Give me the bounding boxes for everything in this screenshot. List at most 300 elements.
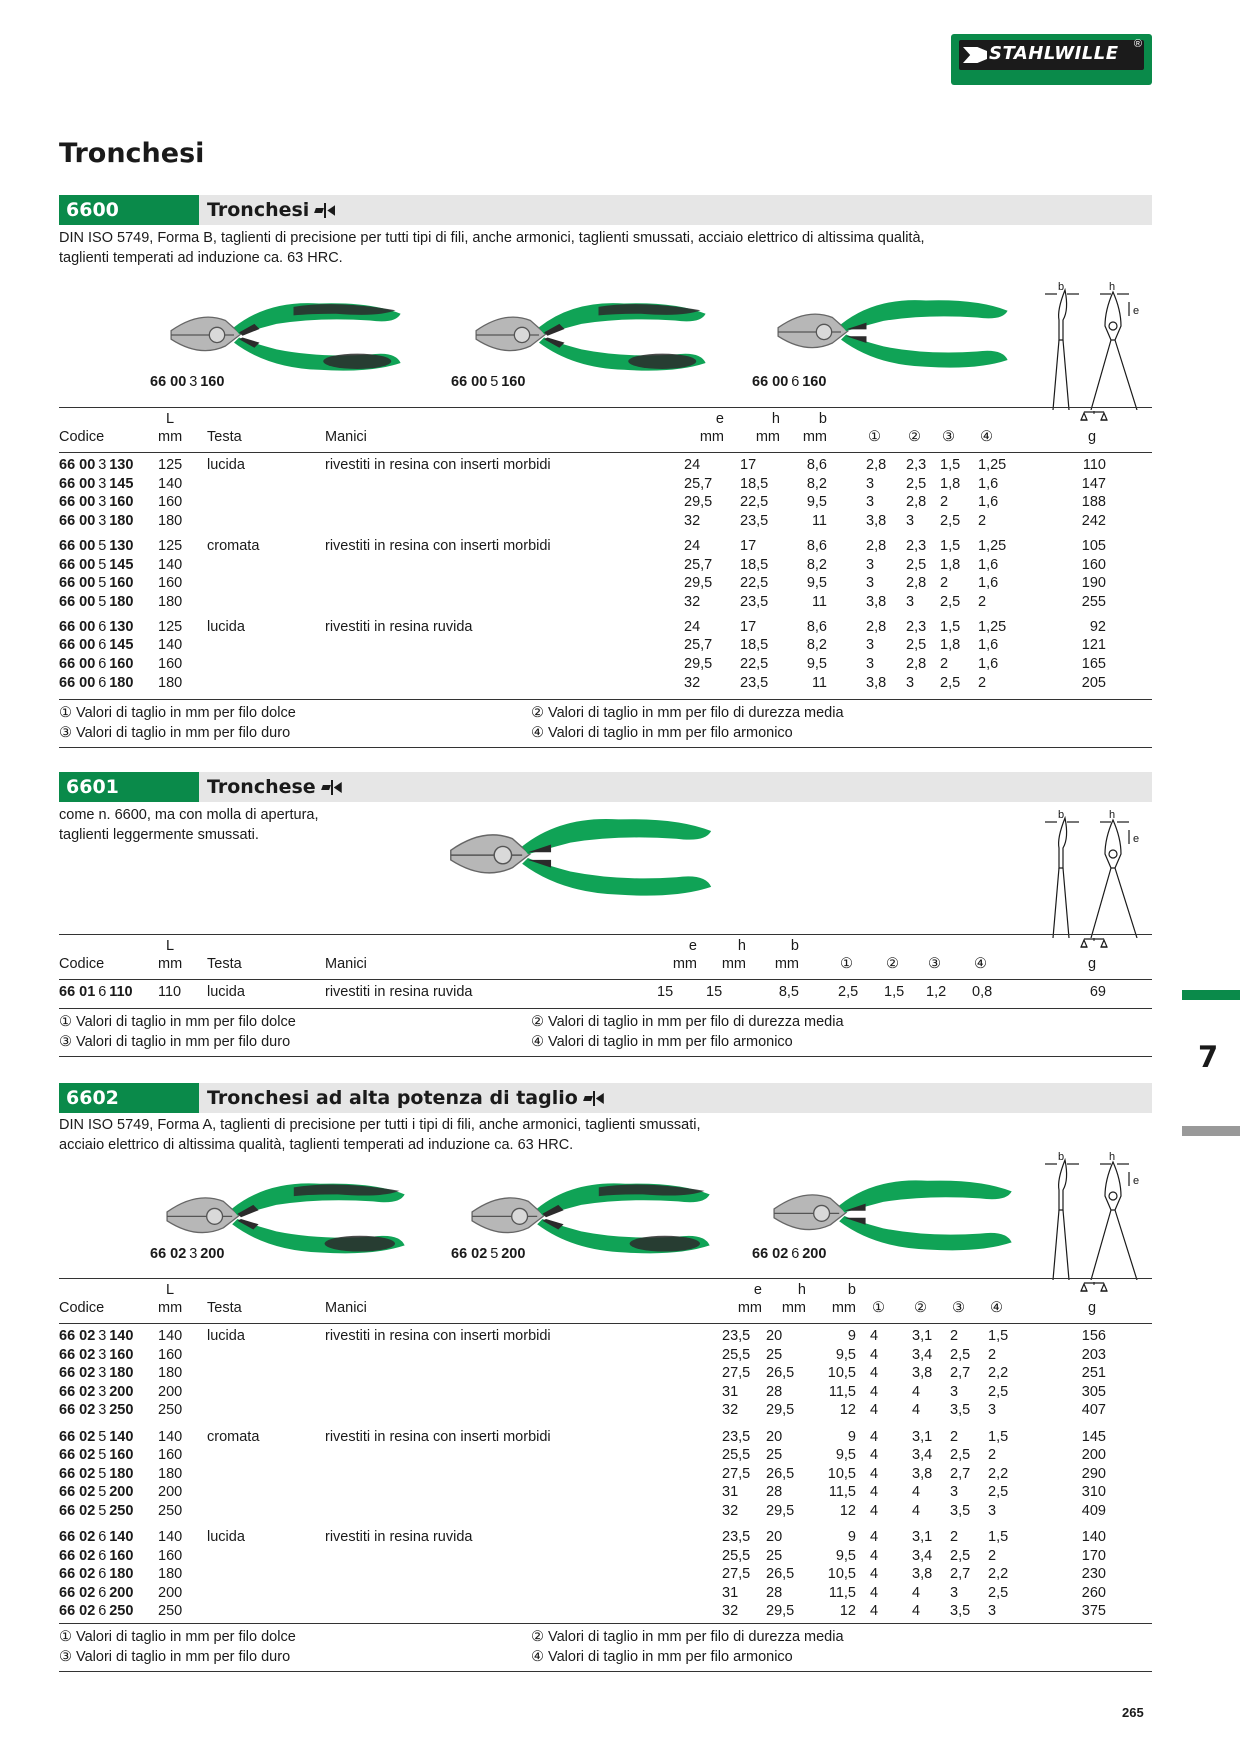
header-manici: Manici [325, 1300, 367, 1316]
dim-h: 28 [766, 1584, 783, 1601]
head-finish: lucida [207, 457, 245, 473]
dim-b: 8,5 [778, 984, 799, 1000]
cut-piano: 2,2 [988, 1566, 1009, 1583]
dimension-diagram [1045, 1150, 1155, 1280]
section-header-6601 [59, 772, 1152, 802]
length-mm: 160 [158, 1447, 183, 1464]
head-finish: cromata [207, 537, 260, 554]
dim-e: 32 [722, 1502, 739, 1519]
cutting-symbol-icon [584, 1091, 604, 1105]
cut-soft: 4 [870, 1346, 879, 1363]
length-mm: 250 [158, 1603, 183, 1620]
cut-medium: 4 [912, 1383, 921, 1400]
article-code: 66 00 5 145 [59, 556, 134, 573]
head-finish: lucida [207, 618, 245, 635]
dim-b: 10,5 [827, 1566, 856, 1583]
dim-e: 29,5 [684, 575, 713, 592]
length-mm: 160 [158, 494, 183, 511]
header-mm: mm [781, 1300, 806, 1316]
article-code: 66 00 6 145 [59, 637, 134, 654]
legend-piano: ④ Valori di taglio in mm per filo armonico [531, 725, 793, 741]
cut-medium: 3,4 [912, 1547, 933, 1564]
cut-piano: 2 [988, 1447, 997, 1464]
header-h: h [771, 411, 780, 427]
dim-e: 23,5 [722, 1428, 751, 1445]
pliers-image [445, 808, 715, 913]
dim-b: 8,2 [806, 475, 827, 492]
weight-g: 140 [1081, 1529, 1106, 1545]
length-mm: 140 [158, 1328, 183, 1344]
header-c3: ③ [928, 956, 941, 972]
cut-soft: 4 [870, 1383, 879, 1400]
length-mm: 160 [158, 656, 183, 672]
cut-piano: 1,6 [978, 656, 999, 672]
header-mm: mm [774, 956, 799, 972]
header-manici: Manici [325, 956, 367, 972]
section-name: Tronchese [207, 772, 342, 802]
cut-piano: 2 [978, 674, 987, 691]
length-mm: 180 [158, 1566, 183, 1583]
cut-medium: 3,4 [912, 1346, 933, 1363]
weight-g: 375 [1081, 1603, 1106, 1620]
cut-piano: 2,5 [988, 1484, 1009, 1501]
cut-medium: 3 [906, 593, 915, 610]
cut-piano: 2 [978, 593, 987, 610]
cut-medium: 4 [912, 1402, 921, 1419]
head-finish: lucida [207, 1328, 245, 1344]
handle-type: rivestiti in resina ruvida [325, 618, 473, 635]
section-name: Tronchesi [207, 195, 335, 225]
cut-hard: 1,8 [940, 637, 961, 654]
cutting-symbol-icon [315, 203, 335, 217]
header-mm: mm [699, 429, 724, 445]
cut-hard: 2,5 [940, 674, 961, 691]
header-c2: ② [908, 429, 921, 445]
cut-medium: 2,8 [906, 656, 927, 672]
handle-type: rivestiti in resina con inserti morbidi [325, 1428, 551, 1445]
article-code: 66 02 3 140 [59, 1328, 134, 1344]
weight-g: 409 [1081, 1502, 1106, 1519]
header-manici: Manici [325, 429, 367, 445]
legend-hard: ③ Valori di taglio in mm per filo duro [59, 1034, 291, 1050]
length-mm: 140 [158, 556, 183, 573]
cut-hard: 2,7 [950, 1365, 971, 1382]
article-code: 66 00 3 180 [59, 512, 134, 529]
dim-h: 23,5 [740, 512, 769, 529]
registered-icon: ® [1133, 38, 1142, 50]
svg-text:e: e [1133, 833, 1140, 845]
svg-text:b: b [1058, 281, 1065, 293]
dim-h: 15 [706, 984, 723, 1000]
cut-piano: 1,6 [978, 637, 999, 654]
handle-type: rivestiti in resina ruvida [325, 984, 473, 1000]
section-number: 6600 [59, 195, 199, 225]
article-code: 66 02 6 200 [59, 1584, 134, 1601]
dim-b: 9,5 [806, 656, 827, 672]
dim-h: 26,5 [766, 1465, 795, 1482]
svg-text:h: h [1109, 281, 1116, 293]
cut-soft: 4 [870, 1428, 879, 1445]
cut-hard: 3,5 [950, 1502, 971, 1519]
length-mm: 180 [158, 1465, 183, 1482]
cut-hard: 2,5 [940, 593, 961, 610]
cut-soft: 3 [866, 656, 875, 672]
cut-medium: 3,1 [912, 1328, 933, 1344]
header-codice: Codice [59, 1300, 105, 1316]
table-top-rule [59, 1278, 1152, 1279]
header-c3: ③ [942, 429, 955, 445]
dim-h: 28 [766, 1383, 783, 1400]
cut-soft: 2,8 [866, 618, 887, 635]
cut-hard: 2,5 [950, 1346, 971, 1363]
weight-g: 290 [1081, 1465, 1106, 1482]
cut-soft: 4 [870, 1584, 879, 1601]
dim-e: 15 [657, 984, 674, 1000]
legend-soft: ① Valori di taglio in mm per filo dolce [59, 705, 296, 721]
legend-piano: ④ Valori di taglio in mm per filo armonico [531, 1649, 793, 1665]
header-b: b [790, 938, 799, 954]
length-mm: 125 [158, 537, 183, 554]
article-code: 66 02 3 180 [59, 1365, 134, 1382]
article-code: 66 02 5 250 [59, 1502, 134, 1519]
cut-medium: 3,1 [912, 1428, 933, 1445]
cut-soft: 3,8 [866, 512, 887, 529]
cut-piano: 1,5 [988, 1328, 1009, 1344]
cut-piano: 1,5 [988, 1428, 1009, 1445]
cut-hard: 3,5 [950, 1402, 971, 1419]
article-code: 66 02 5 140 [59, 1428, 134, 1445]
cut-hard: 2 [950, 1328, 959, 1344]
cut-hard: 2,5 [950, 1547, 971, 1564]
dim-b: 10,5 [827, 1365, 856, 1382]
cut-soft: 4 [870, 1529, 879, 1545]
footnote-top-rule [59, 699, 1152, 700]
dim-h: 22,5 [740, 656, 769, 672]
header-testa: Testa [207, 956, 242, 972]
table-top-rule [59, 934, 1152, 935]
dim-e: 24 [684, 537, 701, 554]
cut-medium: 3,8 [912, 1465, 933, 1482]
dim-h: 26,5 [766, 1566, 795, 1583]
section-header-6602 [59, 1083, 1152, 1113]
scale-icon [1080, 410, 1108, 428]
article-code: 66 02 6 180 [59, 1566, 134, 1583]
article-code: 66 02 6 160 [59, 1547, 134, 1564]
scale-icon [1080, 937, 1108, 955]
pliers-image [450, 295, 730, 385]
weight-g: 147 [1081, 475, 1106, 492]
dim-b: 8,2 [806, 637, 827, 654]
cut-hard: 1,8 [940, 475, 961, 492]
cut-piano: 1,6 [978, 556, 999, 573]
article-code: 66 00 5 180 [59, 593, 134, 610]
dim-b: 12 [839, 1402, 856, 1419]
dim-h: 23,5 [740, 674, 769, 691]
header-e: e [715, 411, 724, 427]
cut-hard: 2 [940, 494, 949, 511]
article-code: 66 02 3 200 [59, 1383, 134, 1400]
weight-g: 69 [1089, 984, 1106, 1000]
dim-h: 23,5 [740, 593, 769, 610]
weight-g: 170 [1081, 1547, 1106, 1564]
length-mm: 160 [158, 575, 183, 592]
dim-h: 28 [766, 1484, 783, 1501]
footnote-bottom-rule [59, 1671, 1152, 1672]
svg-text:h: h [1109, 1151, 1116, 1163]
article-code: 66 00 3 145 [59, 475, 134, 492]
dim-b: 11,5 [828, 1484, 856, 1501]
weight-g: 242 [1081, 512, 1106, 529]
head-finish: lucida [207, 984, 245, 1000]
legend-soft: ① Valori di taglio in mm per filo dolce [59, 1014, 296, 1030]
svg-text:h: h [1109, 809, 1116, 821]
cut-soft: 4 [870, 1365, 879, 1382]
dim-e: 24 [684, 618, 701, 635]
header-g: g [1088, 429, 1097, 445]
dim-b: 11,5 [828, 1383, 856, 1400]
cut-soft: 4 [870, 1566, 879, 1583]
cut-hard: 1,5 [940, 457, 961, 473]
brand-name: STAHLWILLE [989, 43, 1119, 64]
length-mm: 250 [158, 1502, 183, 1519]
cut-piano: 2 [988, 1346, 997, 1363]
dim-e: 25,7 [684, 637, 713, 654]
dim-h: 17 [740, 537, 757, 554]
cut-soft: 4 [870, 1465, 879, 1482]
dimension-diagram [1045, 808, 1155, 938]
cut-medium: 2,3 [906, 537, 927, 554]
dim-b: 8,6 [806, 457, 827, 473]
article-code: 66 00 5 160 [59, 575, 134, 592]
header-c2: ② [886, 956, 899, 972]
cut-medium: 2,5 [906, 556, 927, 573]
dim-h: 25 [766, 1346, 783, 1363]
header-mm: mm [158, 1300, 183, 1316]
cut-soft: 4 [870, 1484, 879, 1501]
header-g: g [1088, 956, 1097, 972]
dim-b: 12 [839, 1502, 856, 1519]
dim-e: 32 [722, 1402, 739, 1419]
dim-b: 11 [811, 512, 827, 529]
dim-b: 8,6 [806, 537, 827, 554]
dim-b: 9,5 [806, 494, 827, 511]
weight-g: 145 [1081, 1428, 1106, 1445]
length-mm: 200 [158, 1584, 183, 1601]
dim-e: 32 [722, 1603, 739, 1620]
dim-h: 17 [740, 457, 757, 473]
header-h: h [737, 938, 746, 954]
length-mm: 250 [158, 1402, 183, 1419]
section-name: Tronchesi ad alta potenza di taglio [207, 1083, 604, 1113]
header-c4: ④ [990, 1300, 1003, 1316]
page-number: 265 [1122, 1705, 1144, 1720]
header-rule [59, 979, 1152, 980]
weight-g: 407 [1081, 1402, 1106, 1419]
chapter-tab-marker [1182, 990, 1240, 1000]
cut-medium: 3,8 [912, 1566, 933, 1583]
product-label: 66 00 6 160 [752, 374, 827, 390]
article-code: 66 02 3 160 [59, 1346, 134, 1363]
header-c1: ① [872, 1300, 885, 1316]
dim-h: 25 [766, 1447, 783, 1464]
section-header-6600 [59, 195, 1152, 225]
header-c3: ③ [952, 1300, 965, 1316]
svg-text:e: e [1133, 1175, 1140, 1187]
article-code: 66 02 5 200 [59, 1484, 134, 1501]
dim-e: 27,5 [722, 1465, 751, 1482]
cut-medium: 3,8 [912, 1365, 933, 1382]
length-mm: 140 [158, 1529, 183, 1545]
handle-type: rivestiti in resina con inserti morbidi [325, 537, 551, 554]
header-L: L [166, 411, 175, 427]
cut-piano: 2,5 [988, 1383, 1009, 1400]
header-mm: mm [672, 956, 697, 972]
dim-e: 31 [722, 1584, 739, 1601]
legend-medium: ② Valori di taglio in mm per filo di durezza media [531, 705, 844, 721]
header-mm: mm [802, 429, 827, 445]
weight-g: 121 [1081, 637, 1106, 654]
dim-b: 8,6 [806, 618, 827, 635]
cutting-symbol-icon [322, 780, 342, 794]
length-mm: 140 [158, 637, 183, 654]
dim-h: 29,5 [766, 1603, 795, 1620]
dim-b: 9,5 [835, 1547, 856, 1564]
header-e: e [753, 1282, 762, 1298]
article-code: 66 00 6 160 [59, 656, 134, 672]
length-mm: 140 [158, 475, 183, 492]
dim-h: 29,5 [766, 1502, 795, 1519]
svg-text:e: e [1133, 305, 1140, 317]
length-mm: 180 [158, 512, 183, 529]
cut-medium: 4 [912, 1603, 921, 1620]
cut-hard: 2 [950, 1529, 959, 1545]
length-mm: 200 [158, 1484, 183, 1501]
dim-e: 23,5 [722, 1328, 751, 1344]
dim-b: 11,5 [828, 1584, 856, 1601]
chapter-number: 7 [1198, 1040, 1219, 1074]
article-code: 66 02 3 250 [59, 1402, 134, 1419]
cut-piano: 1,25 [978, 618, 1007, 635]
length-mm: 180 [158, 593, 183, 610]
header-b: b [818, 411, 827, 427]
cut-hard: 2,5 [950, 1447, 971, 1464]
weight-g: 230 [1081, 1566, 1106, 1583]
cut-medium: 3 [906, 512, 915, 529]
dim-b: 8,2 [806, 556, 827, 573]
header-mm: mm [158, 956, 183, 972]
dim-h: 26,5 [766, 1365, 795, 1382]
weight-g: 92 [1089, 618, 1106, 635]
dim-h: 25 [766, 1547, 783, 1564]
length-mm: 160 [158, 1547, 183, 1564]
product-label: 66 02 6 200 [752, 1246, 827, 1262]
cut-medium: 4 [912, 1484, 921, 1501]
article-code: 66 02 6 250 [59, 1603, 134, 1620]
weight-g: 260 [1081, 1584, 1106, 1601]
cut-hard: 3 [950, 1584, 959, 1601]
article-code: 66 02 6 140 [59, 1529, 134, 1545]
legend-piano: ④ Valori di taglio in mm per filo armonico [531, 1034, 793, 1050]
cut-soft: 3,8 [866, 593, 887, 610]
head-finish: cromata [207, 1428, 260, 1445]
length-mm: 160 [158, 1346, 183, 1363]
weight-g: 203 [1081, 1346, 1106, 1363]
cut-piano: 1,6 [978, 494, 999, 511]
dim-b: 9,5 [835, 1346, 856, 1363]
weight-g: 205 [1081, 674, 1106, 691]
weight-g: 156 [1081, 1328, 1106, 1344]
cut-piano: 3 [988, 1603, 997, 1620]
cut-hard: 3,5 [950, 1603, 971, 1620]
cut-soft: 3 [866, 475, 875, 492]
dimension-diagram [1045, 280, 1155, 410]
length-mm: 125 [158, 618, 183, 635]
cut-piano: 1,6 [978, 575, 999, 592]
dim-b: 11 [811, 593, 827, 610]
dim-b: 12 [839, 1603, 856, 1620]
cut-piano: 1,25 [978, 457, 1007, 473]
dim-h: 22,5 [740, 494, 769, 511]
length-mm: 180 [158, 674, 183, 691]
section-description: DIN ISO 5749, Forma A, taglienti di precisione per tutti i tipi di fili, anche armonici, taglienti smussati, acciaio elettrico di altissima qualità, taglienti temperati ad induzione ca. 63 HRC. [59, 1117, 701, 1153]
weight-g: 160 [1081, 556, 1106, 573]
cut-medium: 2,8 [906, 494, 927, 511]
header-h: h [797, 1282, 806, 1298]
dim-e: 29,5 [684, 656, 713, 672]
cut-piano: 2,5 [988, 1584, 1009, 1601]
article-code: 66 00 6 180 [59, 674, 134, 691]
dim-h: 22,5 [740, 575, 769, 592]
article-code: 66 00 6 130 [59, 618, 134, 635]
dim-e: 24 [684, 457, 701, 473]
cut-hard: 2,7 [950, 1566, 971, 1583]
dim-e: 25,7 [684, 556, 713, 573]
wrench-icon [963, 45, 987, 65]
dim-h: 29,5 [766, 1402, 795, 1419]
cut-soft: 4 [870, 1328, 879, 1344]
dim-h: 20 [766, 1428, 783, 1445]
cut-medium: 3,1 [912, 1529, 933, 1545]
table-top-rule [59, 407, 1152, 408]
footnote-bottom-rule [59, 747, 1152, 748]
legend-medium: ② Valori di taglio in mm per filo di durezza media [531, 1629, 844, 1645]
dim-e: 25,5 [722, 1346, 751, 1363]
weight-g: 305 [1081, 1383, 1106, 1400]
cut-hard: 2,7 [950, 1465, 971, 1482]
cut-soft: 3 [866, 494, 875, 511]
page-title: Tronchesi [59, 138, 205, 169]
cut-medium: 4 [912, 1502, 921, 1519]
weight-g: 190 [1081, 575, 1106, 592]
header-mm: mm [737, 1300, 762, 1316]
cut-piano: 1,25 [978, 537, 1007, 554]
cut-medium: 3,4 [912, 1447, 933, 1464]
cut-medium: 4 [912, 1584, 921, 1601]
weight-g: 188 [1081, 494, 1106, 511]
weight-g: 110 [1082, 457, 1106, 473]
dim-e: 32 [684, 674, 701, 691]
header-mm: mm [755, 429, 780, 445]
dim-e: 32 [684, 512, 701, 529]
dim-h: 17 [740, 618, 757, 635]
dim-b: 11 [811, 674, 827, 691]
head-finish: lucida [207, 1529, 245, 1545]
cut-hard: 2 [940, 656, 949, 672]
dim-h: 20 [766, 1328, 783, 1344]
dim-h: 18,5 [740, 637, 769, 654]
header-mm: mm [158, 429, 183, 445]
header-c4: ④ [974, 956, 987, 972]
